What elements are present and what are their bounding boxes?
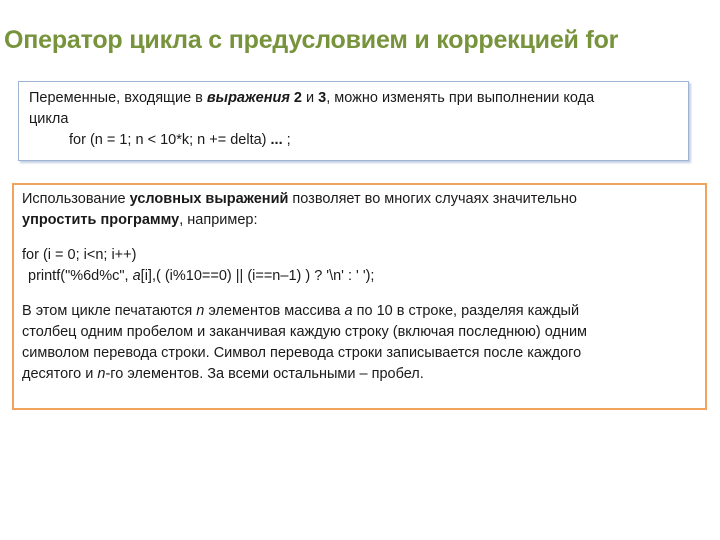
code-run: for (n = 1; n < 10*k; n += delta) — [69, 132, 271, 148]
box1-line1 — [29, 88, 680, 109]
text-run: , например: — [179, 212, 258, 228]
text-run: позволяет во многих случаях значительно — [288, 191, 577, 207]
slide-title: Оператор цикла с предусловием и коррекцией for — [4, 26, 619, 54]
box2-p1-line2 — [22, 210, 697, 231]
text-run: В этом цикле печатаются — [22, 303, 197, 319]
text-run: , можно изменять при выполнении кода — [326, 90, 595, 106]
text-run: Использование — [22, 191, 130, 207]
text-run-bold: условных выражений — [129, 191, 289, 207]
box2-p2-line4 — [22, 364, 697, 385]
box2-p2-line2: столбец одним пробелом и заканчивая каждую строку (включая последнюю) одним — [22, 324, 588, 340]
text-run-italic: n — [196, 303, 205, 319]
box1-line2: цикла — [29, 111, 69, 127]
box2-p1-line1 — [22, 189, 697, 210]
text-run-bold: 3 — [318, 90, 327, 106]
text-run: Переменные, входящие в — [29, 90, 207, 106]
text-run: и — [302, 90, 319, 106]
code-run: [i],( (i%10==0) || (i==n–1) ) ? '\n' : ' '); — [140, 268, 375, 284]
spacer — [22, 231, 697, 245]
text-run-bold: 2 — [293, 90, 302, 106]
text-run: -го элементов. За всеми остальными – пробел. — [105, 366, 424, 382]
text-run-italic: a — [344, 303, 353, 319]
box2-code-line2 — [22, 266, 697, 287]
code-run-bold: ... — [270, 132, 283, 148]
spacer — [22, 287, 697, 301]
text-run-bold-italic: выражения — [206, 90, 290, 106]
text-run: по 10 в строке, разделяя каждый — [352, 303, 580, 319]
info-box-variables — [18, 81, 689, 161]
code-run: ; — [282, 132, 291, 148]
text-run: элементов массива — [204, 303, 345, 319]
text-run-bold: упростить программу — [22, 212, 180, 228]
box2-p2-line3: символом перевода строки. Символ перевода строки записывается после каждого — [22, 345, 582, 361]
info-box-conditional-expressions — [12, 183, 707, 410]
box2-p2-line1 — [22, 301, 697, 322]
code-run: printf("%6d%c", — [28, 268, 133, 284]
code-run-italic: a — [132, 268, 141, 284]
text-run: десятого и — [22, 366, 98, 382]
box2-code-line1: for (i = 0; i<n; i++) — [22, 247, 137, 263]
box1-code-line — [29, 130, 680, 151]
text-run-italic: n — [97, 366, 106, 382]
